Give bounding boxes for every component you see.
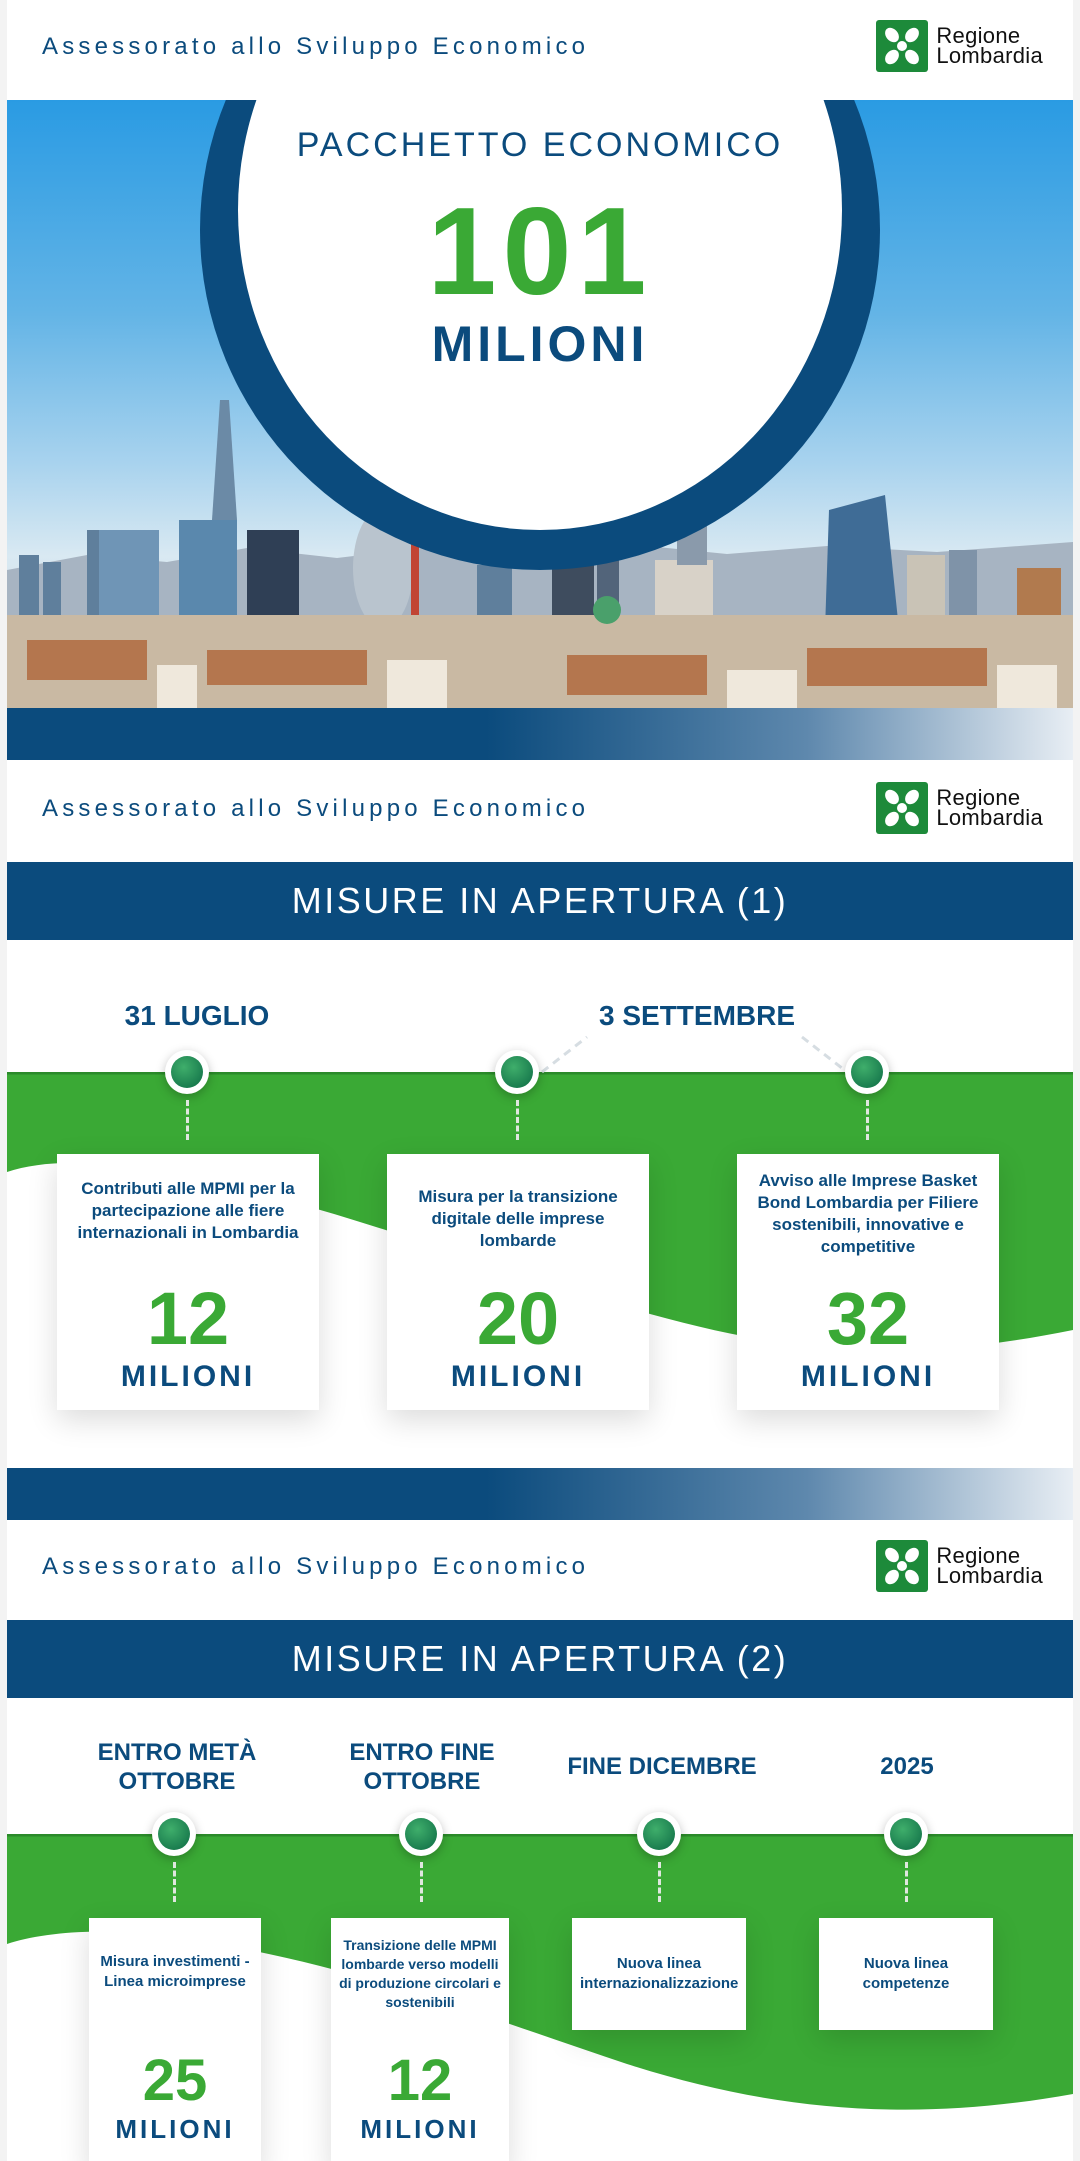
hero-unit: MILIONI — [431, 316, 649, 372]
measure-card — [89, 1918, 261, 2161]
card-description: Misura per la transizione digitale delle imprese lombarde — [418, 1187, 618, 1250]
card-unit: MILIONI — [115, 2114, 235, 2144]
measure-card — [819, 1918, 993, 2030]
logo-text — [936, 785, 1043, 830]
panel-overview — [7, 0, 1073, 762]
timeline-dot — [884, 1812, 928, 1856]
logo-line-1: Regione — [936, 1543, 1021, 1568]
date-label: ENTRO METÀ OTTOBRE — [97, 1739, 257, 1795]
measure-card — [572, 1918, 746, 2030]
section-title: MISURE IN APERTURA (2) — [291, 1638, 789, 1679]
header-text: Assessorato allo Sviluppo Economico — [42, 33, 590, 60]
card-description: Nuova linea internazionalizzazione — [580, 1955, 739, 1992]
rosa-camuna-icon — [876, 1540, 928, 1592]
decorative-gradient-band — [7, 708, 1073, 760]
regione-lombardia-logo — [876, 782, 1043, 834]
rosa-camuna-icon — [876, 782, 928, 834]
hero-subtitle: PACCHETTO ECONOMICO — [296, 126, 784, 164]
timeline-connector — [905, 1862, 908, 1902]
card-unit: MILIONI — [360, 2114, 480, 2144]
header-text: Assessorato allo Sviluppo Economico — [42, 795, 590, 822]
timeline-dot — [152, 1812, 196, 1856]
card-amount: 12 — [387, 2048, 453, 2113]
section-title-bar — [7, 862, 1073, 940]
date-label: 3 SETTEMBRE — [598, 1000, 796, 1031]
measure-card — [387, 1154, 649, 1410]
card-amount: 32 — [826, 1277, 910, 1360]
header-text: Assessorato allo Sviluppo Economico — [42, 1553, 590, 1580]
rosa-camuna-icon — [876, 20, 928, 72]
card-description: Transizione delle MPMI lombarde verso modelli di produzione circolari e sostenibili — [339, 1937, 501, 2010]
card-unit: MILIONI — [120, 1360, 256, 1393]
date-label: 31 LUGLIO — [124, 1000, 270, 1031]
logo-line-2: Lombardia — [936, 1563, 1043, 1588]
timeline-dot — [399, 1812, 443, 1856]
date-connector — [537, 1027, 857, 1077]
card-description: Misura investimenti - Linea microimprese — [100, 1953, 250, 1990]
timeline-dot — [495, 1050, 539, 1094]
timeline-dot — [165, 1050, 209, 1094]
measure-card — [331, 1918, 509, 2161]
date-label: ENTRO FINE OTTOBRE — [349, 1739, 495, 1795]
timeline-dot — [845, 1050, 889, 1094]
logo-line-1: Regione — [936, 23, 1021, 48]
card-amount: 12 — [146, 1277, 230, 1360]
card-description: Nuova linea competenze — [862, 1955, 950, 1992]
timeline-connector — [658, 1862, 661, 1902]
regione-lombardia-logo — [876, 1540, 1043, 1592]
card-amount: 20 — [476, 1277, 560, 1360]
header-bar — [7, 1520, 1073, 1612]
panel-misure-1 — [7, 762, 1073, 1520]
card-amount: 25 — [142, 2048, 208, 2113]
measure-card — [57, 1154, 319, 1410]
logo-text — [936, 23, 1043, 68]
logo-text — [936, 1543, 1043, 1588]
card-description: Avviso alle Imprese Basket Bond Lombardia per Filiere sostenibili, innovative e competitive — [757, 1171, 979, 1256]
header-bar — [7, 762, 1073, 854]
card-unit: MILIONI — [450, 1360, 586, 1393]
logo-line-1: Regione — [936, 785, 1021, 810]
timeline-connector — [516, 1100, 519, 1140]
logo-line-2: Lombardia — [936, 805, 1043, 830]
timeline-connector — [173, 1862, 176, 1902]
regione-lombardia-logo — [876, 20, 1043, 72]
date-label: 2025 — [880, 1753, 934, 1780]
section-title-bar — [7, 1620, 1073, 1698]
header-bar — [7, 0, 1073, 92]
panel-misure-2 — [7, 1520, 1073, 2161]
decorative-gradient-band — [7, 1468, 1073, 1520]
card-unit: MILIONI — [800, 1360, 936, 1393]
section-title: MISURE IN APERTURA (1) — [291, 880, 789, 921]
timeline-connector — [866, 1100, 869, 1140]
hero-image — [7, 100, 1073, 708]
timeline-connector — [420, 1862, 423, 1902]
timeline-connector — [186, 1100, 189, 1140]
timeline-dot — [637, 1812, 681, 1856]
date-label: FINE DICEMBRE — [567, 1753, 757, 1780]
logo-line-2: Lombardia — [936, 43, 1043, 68]
card-description: Contributi alle MPMI per la partecipazione alle fiere internazionali in Lombardia — [77, 1179, 299, 1242]
measure-card — [737, 1154, 999, 1410]
hero-amount: 101 — [427, 183, 653, 321]
